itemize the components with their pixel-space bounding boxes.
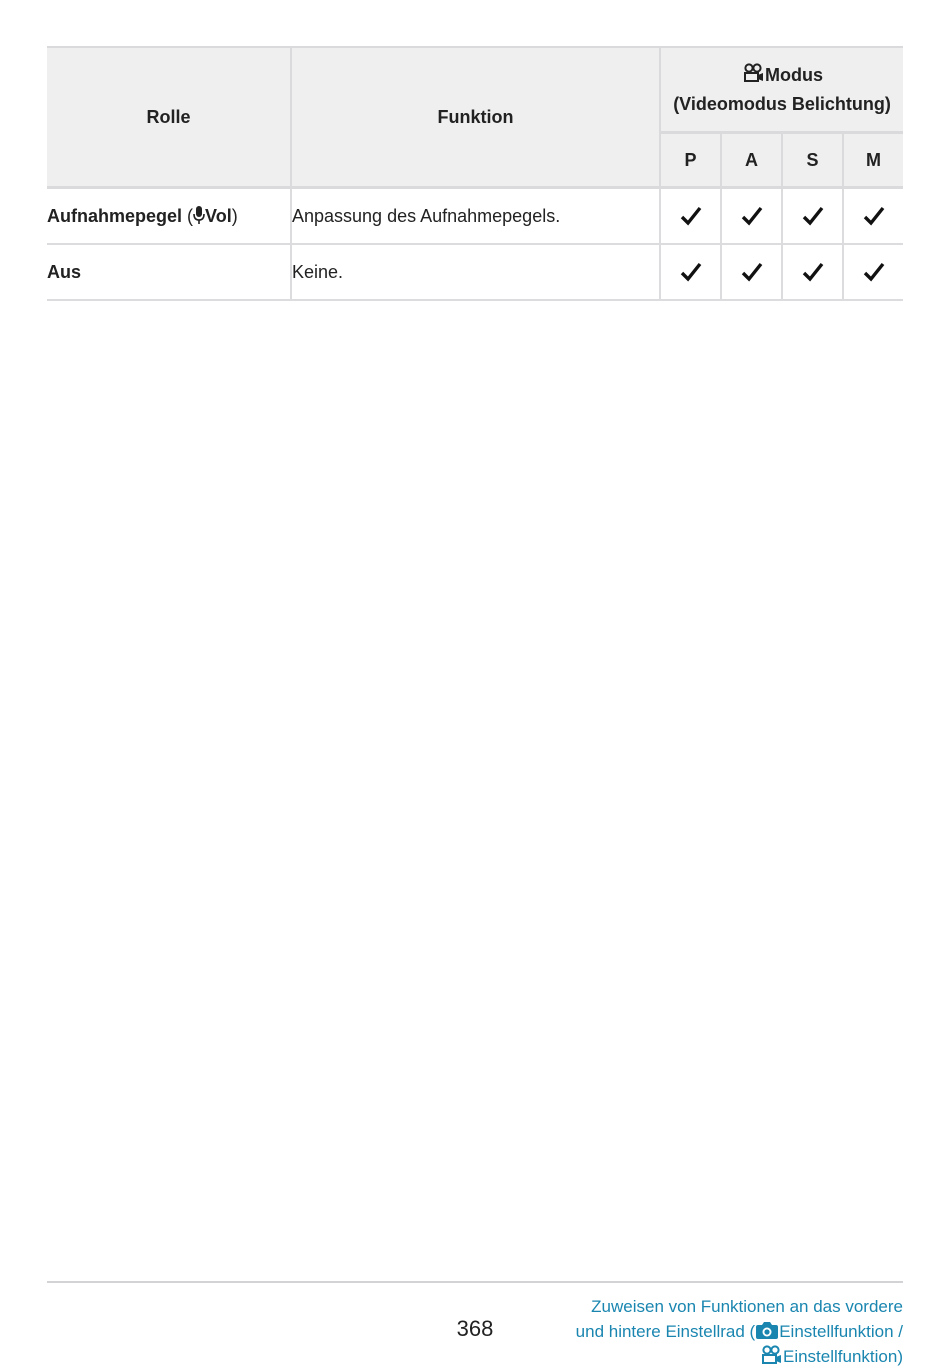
role-suffix: Vol [205, 206, 232, 226]
footer-divider [47, 1281, 903, 1283]
header-funktion: Funktion [291, 47, 660, 188]
camera-icon [755, 1320, 779, 1340]
video-camera-icon [741, 63, 765, 83]
header-mode-s: S [782, 133, 843, 188]
crumb-line2-prefix[interactable]: und hintere Einstellrad ( [575, 1322, 756, 1341]
check-cell-a [721, 188, 782, 245]
header-mode-a: A [721, 133, 782, 188]
table-row [47, 244, 903, 300]
check-cell-p [660, 244, 721, 300]
modus-label: Modus [765, 64, 824, 85]
role-paren-open: ( [187, 206, 194, 226]
checkmark-icon [741, 261, 763, 283]
role-paren-close: ) [231, 206, 238, 226]
check-cell-s [782, 188, 843, 245]
header-mode-p: P [660, 133, 721, 188]
header-modus [660, 47, 903, 133]
checkmark-icon [680, 261, 702, 283]
checkmark-icon [680, 205, 702, 227]
role-cell [47, 188, 291, 245]
role-name: Aufnahmepegel [47, 206, 183, 226]
checkmark-icon [802, 261, 824, 283]
function-cell: Keine. [291, 244, 660, 300]
checkmark-icon [863, 261, 885, 283]
check-cell-m [843, 244, 903, 300]
header-rolle: Rolle [47, 47, 291, 188]
header-mode-m: M [843, 133, 903, 188]
table-row [47, 188, 903, 245]
check-cell-s [782, 244, 843, 300]
checkmark-icon [741, 205, 763, 227]
crumb-line2-link[interactable]: Einstellfunktion / [779, 1322, 903, 1341]
microphone-icon [193, 205, 205, 225]
crumb-line3-link[interactable]: Einstellfunktion) [782, 1347, 903, 1366]
page-number: 368 [456, 1316, 494, 1341]
checkmark-icon [802, 205, 824, 227]
check-cell-m [843, 188, 903, 245]
check-cell-a [721, 244, 782, 300]
function-table [47, 46, 903, 301]
breadcrumb-link[interactable] [576, 1294, 903, 1369]
role-cell: Aus [47, 244, 291, 300]
checkmark-icon [863, 205, 885, 227]
function-cell: Anpassung des Aufnahmepegels. [291, 188, 660, 245]
video-camera-icon [759, 1345, 783, 1365]
check-cell-p [660, 188, 721, 245]
crumb-line1[interactable]: Zuweisen von Funktionen an das vordere [591, 1297, 903, 1316]
modus-sublabel: (Videomodus Belichtung) [673, 93, 891, 114]
